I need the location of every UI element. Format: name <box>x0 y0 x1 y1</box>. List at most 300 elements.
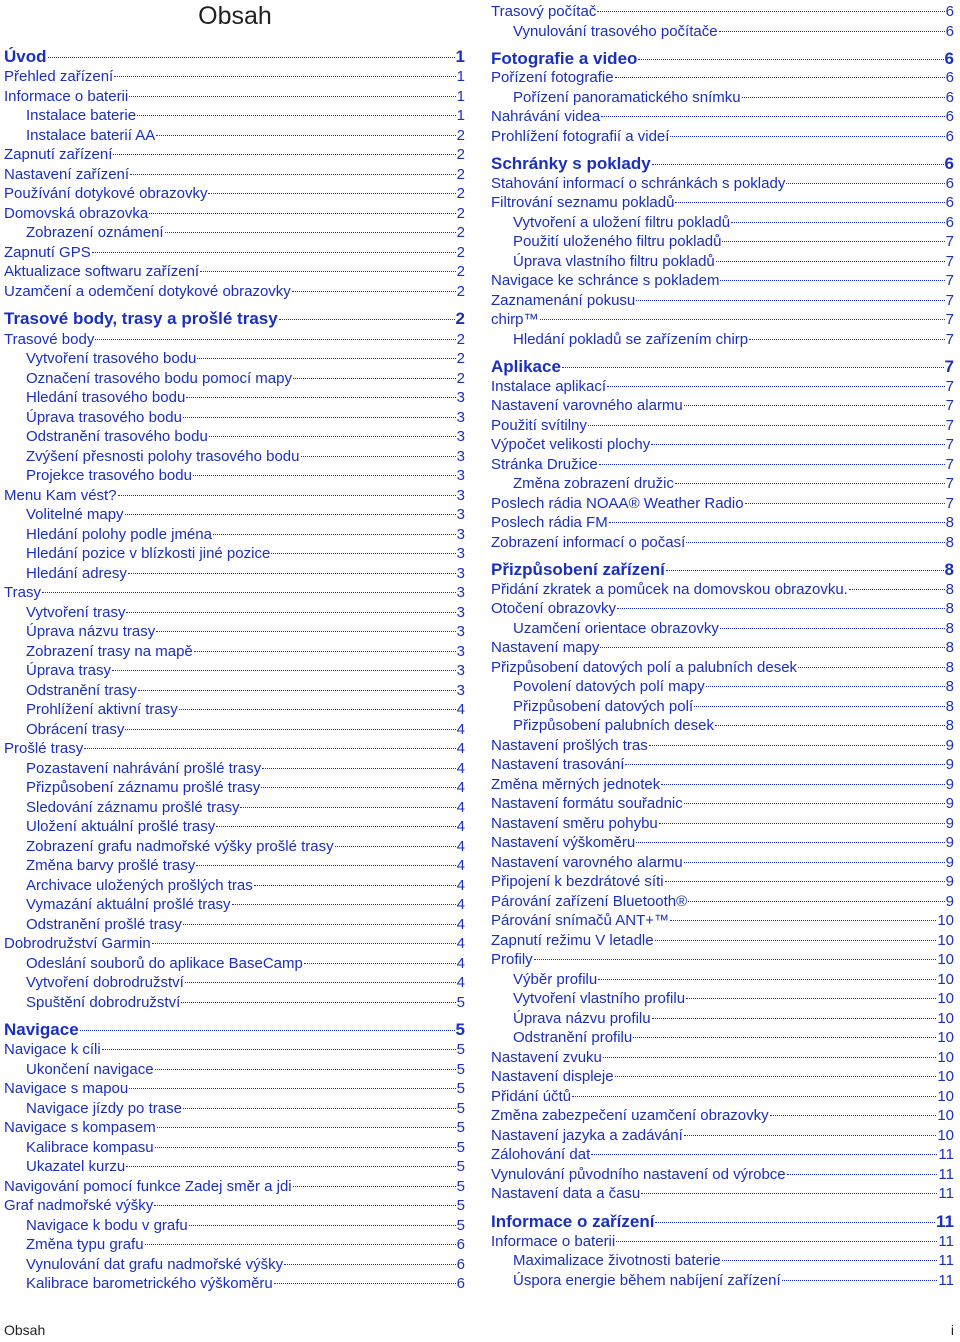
toc-entry[interactable] <box>491 794 954 814</box>
toc-entry[interactable] <box>491 2 954 22</box>
toc-entry-title: Instalace baterií AA <box>26 127 156 144</box>
toc-entry[interactable] <box>491 494 954 514</box>
toc-entry-page: 2 <box>456 205 465 222</box>
toc-entry[interactable] <box>491 736 954 756</box>
toc-entry-title: Párování snímačů ANT+™ <box>491 912 669 929</box>
toc-entry[interactable] <box>491 872 954 892</box>
dot-leader <box>154 1205 455 1206</box>
toc-entry-page: 4 <box>456 935 465 952</box>
toc-entry-page: 5 <box>456 1158 465 1175</box>
toc-entry[interactable] <box>491 107 954 127</box>
toc-chapter-entry[interactable] <box>4 45 465 69</box>
dot-leader <box>112 670 456 671</box>
dot-leader <box>304 963 456 964</box>
toc-entry[interactable] <box>4 204 465 224</box>
toc-entry[interactable] <box>26 915 465 935</box>
dot-leader <box>603 1057 936 1058</box>
toc-entry-page: 8 <box>945 534 954 551</box>
toc-entry-page: 6 <box>945 3 954 20</box>
toc-entry-title: Změna barvy prošlé trasy <box>26 857 196 874</box>
dot-leader <box>798 667 945 668</box>
toc-entry[interactable] <box>4 165 465 185</box>
dot-leader <box>684 405 945 406</box>
footer-page-number: i <box>950 1322 954 1338</box>
toc-entry-page: 3 <box>456 662 465 679</box>
toc-entry[interactable] <box>491 833 954 853</box>
toc-entry[interactable] <box>491 580 954 600</box>
toc-entry-title: Přehled zařízení <box>4 68 114 85</box>
toc-entry-title: Odstranění trasy <box>26 682 137 699</box>
toc-entry[interactable] <box>26 369 465 389</box>
toc-entry-title: Zapnutí zařízení <box>4 146 113 163</box>
toc-entry[interactable] <box>513 330 954 350</box>
toc-entry-page: 2 <box>455 309 465 328</box>
toc-entry-title: Uzamčení a odemčení dotykové obrazovky <box>4 283 291 300</box>
toc-entry[interactable] <box>491 911 954 931</box>
toc-entry-title: Výpočet velikosti plochy <box>491 436 651 453</box>
toc-entry-page: 9 <box>945 776 954 793</box>
toc-entry-page: 9 <box>945 893 954 910</box>
dot-leader <box>655 1222 935 1223</box>
toc-entry-title: Vytvoření a uložení filtru pokladů <box>513 214 731 231</box>
toc-entry[interactable] <box>513 1251 954 1271</box>
toc-entry-page: 4 <box>456 779 465 796</box>
toc-entry-page: 6 <box>456 1256 465 1273</box>
toc-entry-title: Použití uloženého filtru pokladů <box>513 233 722 250</box>
dot-leader <box>652 1018 937 1019</box>
toc-entry[interactable] <box>491 1106 954 1126</box>
dot-leader <box>786 183 944 184</box>
toc-entry[interactable] <box>513 1028 954 1048</box>
toc-entry-title: Graf nadmořské výšky <box>4 1197 154 1214</box>
toc-entry-page: 9 <box>945 756 954 773</box>
toc-entry-page: 7 <box>945 417 954 434</box>
toc-entry[interactable] <box>513 232 954 252</box>
toc-chapter-entry[interactable] <box>491 558 954 582</box>
dot-leader <box>572 1096 936 1097</box>
toc-entry[interactable] <box>491 291 954 311</box>
toc-entry-title: Projekce trasového bodu <box>26 467 192 484</box>
toc-entry[interactable] <box>26 447 465 467</box>
toc-entry-title: Přizpůsobení palubních desek <box>513 717 714 734</box>
toc-chapter-entry[interactable] <box>491 1210 954 1234</box>
dot-leader <box>208 193 455 194</box>
toc-chapter-entry[interactable] <box>491 152 954 176</box>
dot-leader <box>749 339 945 340</box>
toc-entry-title: Nastavení mapy <box>491 639 600 656</box>
toc-entry[interactable] <box>513 22 954 42</box>
toc-entry-page: 6 <box>945 175 954 192</box>
toc-entry[interactable] <box>491 814 954 834</box>
toc-entry[interactable] <box>491 533 954 553</box>
toc-entry-title: Nastavení výškoměru <box>491 834 636 851</box>
toc-entry-title: Hledání adresy <box>26 565 127 582</box>
dot-leader <box>598 979 936 980</box>
dot-leader <box>615 1076 937 1077</box>
toc-entry[interactable] <box>4 184 465 204</box>
dot-leader <box>185 982 456 983</box>
toc-entry-page: 8 <box>945 678 954 695</box>
toc-entry[interactable] <box>26 544 465 564</box>
toc-entry[interactable] <box>513 677 954 697</box>
toc-entry[interactable] <box>26 603 465 623</box>
dot-leader <box>129 96 455 97</box>
toc-entry[interactable] <box>491 416 954 436</box>
toc-entry-page: 6 <box>456 1236 465 1253</box>
toc-entry-title: Úprava trasy <box>26 662 112 679</box>
dot-leader <box>301 456 456 457</box>
toc-entry[interactable] <box>26 564 465 584</box>
toc-entry[interactable] <box>491 1165 954 1185</box>
toc-entry[interactable] <box>4 243 465 263</box>
toc-entry[interactable] <box>513 252 954 272</box>
toc-entry[interactable] <box>491 193 954 213</box>
toc-entry[interactable] <box>491 455 954 475</box>
toc-entry-page: 10 <box>937 971 954 988</box>
toc-entry[interactable] <box>26 837 465 857</box>
dot-leader <box>636 300 944 301</box>
toc-entry-page: 8 <box>945 620 954 637</box>
dot-leader <box>742 97 945 98</box>
toc-entry[interactable] <box>491 310 954 330</box>
toc-entry[interactable] <box>513 88 954 108</box>
toc-entry[interactable] <box>4 934 465 954</box>
toc-entry[interactable] <box>26 1060 465 1080</box>
toc-entry-page: 2 <box>456 350 465 367</box>
toc-entry-title: Kalibrace kompasu <box>26 1139 154 1156</box>
dot-leader <box>183 417 456 418</box>
toc-entry-page: 2 <box>456 146 465 163</box>
toc-entry-page: 3 <box>456 545 465 562</box>
dot-leader <box>271 553 455 554</box>
toc-entry[interactable] <box>26 954 465 974</box>
toc-entry-title: Aplikace <box>491 357 561 376</box>
toc-entry-page: 2 <box>456 224 465 241</box>
toc-entry-title: Odstranění trasového bodu <box>26 428 208 445</box>
dot-leader <box>42 592 456 593</box>
toc-entry[interactable] <box>26 408 465 428</box>
toc-entry[interactable] <box>513 1271 954 1291</box>
toc-entry[interactable] <box>26 993 465 1013</box>
toc-entry-page: 8 <box>945 717 954 734</box>
toc-entry-title: Fotografie a video <box>491 49 638 68</box>
dot-leader <box>181 1002 455 1003</box>
toc-entry-page: 8 <box>945 639 954 656</box>
toc-entry-title: Stránka Družice <box>491 456 598 473</box>
dot-leader <box>675 202 944 203</box>
dot-leader <box>293 378 456 379</box>
toc-entry-title: Navigace k cíli <box>4 1041 101 1058</box>
toc-entry-title: Úprava názvu trasy <box>26 623 156 640</box>
toc-entry-title: Vytvoření vlastního profilu <box>513 990 686 1007</box>
dot-leader <box>200 271 456 272</box>
dot-leader <box>292 291 456 292</box>
dot-leader <box>849 589 945 590</box>
toc-entry-title: Změna typu grafu <box>26 1236 144 1253</box>
toc-entry-page: 9 <box>945 795 954 812</box>
dot-leader <box>48 57 455 58</box>
toc-entry[interactable] <box>491 755 954 775</box>
toc-entry-title: Přidání zkratek a pomůcek na domovskou obrazovku. <box>491 581 848 598</box>
toc-entry-title: Přizpůsobení zařízení <box>491 560 665 579</box>
toc-entry-page: 4 <box>456 701 465 718</box>
page-footer <box>4 1322 954 1338</box>
dot-leader <box>770 1115 937 1116</box>
toc-entry-page: 7 <box>945 495 954 512</box>
toc-chapter-entry[interactable] <box>491 355 954 379</box>
toc-entry[interactable] <box>491 853 954 873</box>
dot-leader <box>126 1166 455 1167</box>
toc-entry[interactable] <box>26 856 465 876</box>
dot-leader <box>196 865 455 866</box>
dot-leader <box>562 367 944 368</box>
dot-leader <box>670 136 944 137</box>
toc-entry-title: Úspora energie během nabíjení zařízení <box>513 1272 781 1289</box>
toc-entry-title: Dobrodružství Garmin <box>4 935 151 952</box>
toc-entry-page: 4 <box>456 760 465 777</box>
toc-entry[interactable] <box>26 1099 465 1119</box>
toc-entry-title: Navigace jízdy po trase <box>26 1100 182 1117</box>
toc-entry-page: 11 <box>938 1233 954 1250</box>
toc-entry[interactable] <box>26 126 465 146</box>
toc-entry[interactable] <box>4 330 465 350</box>
toc-entry[interactable] <box>26 642 465 662</box>
toc-entry-page: 7 <box>945 253 954 270</box>
dot-leader <box>686 542 944 543</box>
toc-entry[interactable] <box>491 513 954 533</box>
toc-entry[interactable] <box>491 1087 954 1107</box>
dot-leader <box>213 534 456 535</box>
toc-chapter-entry[interactable] <box>4 1018 465 1042</box>
toc-entry-page: 7 <box>945 397 954 414</box>
toc-entry-title: Nahrávání videa <box>491 108 601 125</box>
toc-entry-title: Informace o zařízení <box>491 1212 655 1231</box>
toc-entry[interactable] <box>4 1196 465 1216</box>
toc-entry-title: Zapnutí režimu V letadle <box>491 932 654 949</box>
toc-entry-title: Výběr profilu <box>513 971 598 988</box>
toc-entry[interactable] <box>513 697 954 717</box>
toc-entry[interactable] <box>26 895 465 915</box>
toc-entry[interactable] <box>26 525 465 545</box>
toc-entry[interactable] <box>26 1157 465 1177</box>
toc-entry[interactable] <box>513 716 954 736</box>
toc-entry-page: 4 <box>456 740 465 757</box>
toc-entry[interactable] <box>26 1274 465 1294</box>
toc-entry-title: Označení trasového bodu pomocí mapy <box>26 370 292 387</box>
toc-entry-page: 3 <box>456 467 465 484</box>
dot-leader <box>157 1127 456 1128</box>
dot-leader <box>284 1264 456 1265</box>
dot-leader <box>149 213 455 214</box>
toc-entry-title: Odstranění prošlé trasy <box>26 916 182 933</box>
toc-entry[interactable] <box>26 973 465 993</box>
toc-entry-page: 7 <box>945 311 954 328</box>
toc-entry[interactable] <box>26 106 465 126</box>
toc-entry[interactable] <box>513 1009 954 1029</box>
dot-leader <box>254 885 456 886</box>
toc-entry[interactable] <box>513 619 954 639</box>
toc-entry-title: Trasové body, trasy a prošlé trasy <box>4 309 278 328</box>
toc-entry-page: 9 <box>945 834 954 851</box>
toc-entry-title: Zobrazení grafu nadmořské výšky prošlé trasy <box>26 838 334 855</box>
toc-entry[interactable] <box>491 68 954 88</box>
toc-entry-title: Prošlé trasy <box>4 740 84 757</box>
dot-leader <box>665 881 945 882</box>
toc-entry[interactable] <box>491 1232 954 1252</box>
toc-entry[interactable] <box>4 262 465 282</box>
dot-leader <box>179 709 456 710</box>
dot-leader <box>209 436 456 437</box>
toc-entry[interactable] <box>491 599 954 619</box>
toc-entry-title: Trasový počítač <box>491 3 597 20</box>
toc-entry-title: Hledání pokladů se zařízením chirp <box>513 331 749 348</box>
dot-leader <box>719 31 945 32</box>
toc-entry-page: 1 <box>455 47 465 66</box>
toc-entry[interactable] <box>513 970 954 990</box>
toc-entry[interactable] <box>4 87 465 107</box>
toc-entry[interactable] <box>491 1145 954 1165</box>
toc-entry[interactable] <box>26 720 465 740</box>
toc-entry[interactable] <box>491 377 954 397</box>
toc-entry[interactable] <box>491 174 954 194</box>
toc-entry[interactable] <box>491 1184 954 1204</box>
toc-entry-page: 8 <box>945 698 954 715</box>
toc-entry-page: 6 <box>945 214 954 231</box>
toc-entry[interactable] <box>513 989 954 1009</box>
toc-entry-page: 6 <box>944 154 954 173</box>
toc-entry-title: Přizpůsobení datových polí a palubních desek <box>491 659 798 676</box>
toc-entry[interactable] <box>491 658 954 678</box>
toc-entry[interactable] <box>26 1216 465 1236</box>
toc-entry[interactable] <box>26 759 465 779</box>
dot-leader <box>216 826 455 827</box>
toc-entry[interactable] <box>491 1126 954 1146</box>
toc-entry[interactable] <box>491 127 954 147</box>
toc-entry[interactable] <box>491 396 954 416</box>
toc-entry[interactable] <box>4 739 465 759</box>
toc-entry[interactable] <box>491 435 954 455</box>
toc-entry[interactable] <box>4 1177 465 1197</box>
toc-entry-title: Odeslání souborů do aplikace BaseCamp <box>26 955 303 972</box>
toc-entry-page: 4 <box>456 838 465 855</box>
toc-entry-title: Menu Kam vést? <box>4 487 117 504</box>
toc-entry-page: 3 <box>456 643 465 660</box>
toc-entry-page: 9 <box>945 854 954 871</box>
toc-entry-title: Nastavení zvuku <box>491 1049 602 1066</box>
toc-entry-title: Profily <box>491 951 533 968</box>
toc-entry[interactable] <box>26 388 465 408</box>
toc-entry-title: Vytvoření trasy <box>26 604 126 621</box>
toc-entry-page: 10 <box>937 1127 954 1144</box>
dot-leader <box>684 1135 937 1136</box>
toc-entry[interactable] <box>26 427 465 447</box>
toc-entry[interactable] <box>26 681 465 701</box>
dot-leader <box>92 252 456 253</box>
toc-entry-title: Aktualizace softwaru zařízení <box>4 263 200 280</box>
toc-entry[interactable] <box>513 213 954 233</box>
toc-entry[interactable] <box>26 1235 465 1255</box>
toc-entry-page: 9 <box>945 815 954 832</box>
dot-leader <box>649 745 945 746</box>
dot-leader <box>84 748 455 749</box>
toc-entry[interactable] <box>4 67 465 87</box>
toc-entry[interactable] <box>4 486 465 506</box>
toc-entry[interactable] <box>491 271 954 291</box>
toc-entry[interactable] <box>26 817 465 837</box>
toc-entry[interactable] <box>26 700 465 720</box>
dot-leader <box>197 358 455 359</box>
dot-leader <box>782 1280 938 1281</box>
toc-entry[interactable] <box>491 950 954 970</box>
dot-leader <box>601 116 944 117</box>
toc-entry-page: 10 <box>937 951 954 968</box>
toc-entry-page: 7 <box>944 357 954 376</box>
toc-chapter-entry[interactable] <box>4 307 465 331</box>
toc-entry-page: 3 <box>456 448 465 465</box>
toc-entry-page: 5 <box>456 1061 465 1078</box>
toc-entry[interactable] <box>26 661 465 681</box>
toc-entry[interactable] <box>26 1138 465 1158</box>
toc-entry-title: Přizpůsobení datových polí <box>513 698 694 715</box>
toc-entry[interactable] <box>513 474 954 494</box>
toc-entry[interactable] <box>26 876 465 896</box>
toc-entry-title: Hledání pozice v blízkosti jiné pozice <box>26 545 271 562</box>
toc-entry[interactable] <box>491 775 954 795</box>
toc-entry[interactable] <box>4 145 465 165</box>
toc-entry-title: Kalibrace barometrického výškoměru <box>26 1275 273 1292</box>
toc-entry-title: Odstranění profilu <box>513 1029 633 1046</box>
toc-entry-page: 5 <box>456 1080 465 1097</box>
toc-entry-page: 8 <box>945 514 954 531</box>
toc-entry[interactable] <box>26 505 465 525</box>
dot-leader <box>722 241 944 242</box>
toc-entry[interactable] <box>4 1040 465 1060</box>
toc-entry-title: Domovská obrazovka <box>4 205 149 222</box>
toc-entry[interactable] <box>26 1255 465 1275</box>
toc-entry-title: Informace o baterii <box>4 88 129 105</box>
toc-entry-page: 3 <box>456 584 465 601</box>
toc-entry-page: 5 <box>456 1197 465 1214</box>
toc-entry-page: 11 <box>938 1185 954 1202</box>
toc-entry[interactable] <box>26 466 465 486</box>
toc-entry[interactable] <box>26 349 465 369</box>
toc-entry[interactable] <box>4 583 465 603</box>
dot-leader <box>80 1030 455 1031</box>
toc-entry-page: 3 <box>456 565 465 582</box>
dot-leader <box>262 768 456 769</box>
toc-entry-page: 4 <box>456 877 465 894</box>
toc-entry[interactable] <box>491 1067 954 1087</box>
toc-entry[interactable] <box>491 1048 954 1068</box>
toc-entry[interactable] <box>4 282 465 302</box>
toc-entry[interactable] <box>491 638 954 658</box>
toc-entry[interactable] <box>26 223 465 243</box>
toc-entry-page: 11 <box>938 1166 954 1183</box>
toc-entry[interactable] <box>4 1118 465 1138</box>
toc-entry-title: Pořízení panoramatického snímku <box>513 89 741 106</box>
toc-entry[interactable] <box>26 798 465 818</box>
toc-entry[interactable] <box>26 622 465 642</box>
dot-leader <box>125 729 455 730</box>
toc-entry[interactable] <box>26 778 465 798</box>
toc-entry-page: 10 <box>937 932 954 949</box>
toc-entry[interactable] <box>4 1079 465 1099</box>
toc-entry[interactable] <box>491 892 954 912</box>
toc-entry[interactable] <box>491 931 954 951</box>
dot-leader <box>114 76 455 77</box>
toc-entry-page: 5 <box>456 1100 465 1117</box>
toc-entry-title: Změna zabezpečení uzamčení obrazovky <box>491 1107 769 1124</box>
